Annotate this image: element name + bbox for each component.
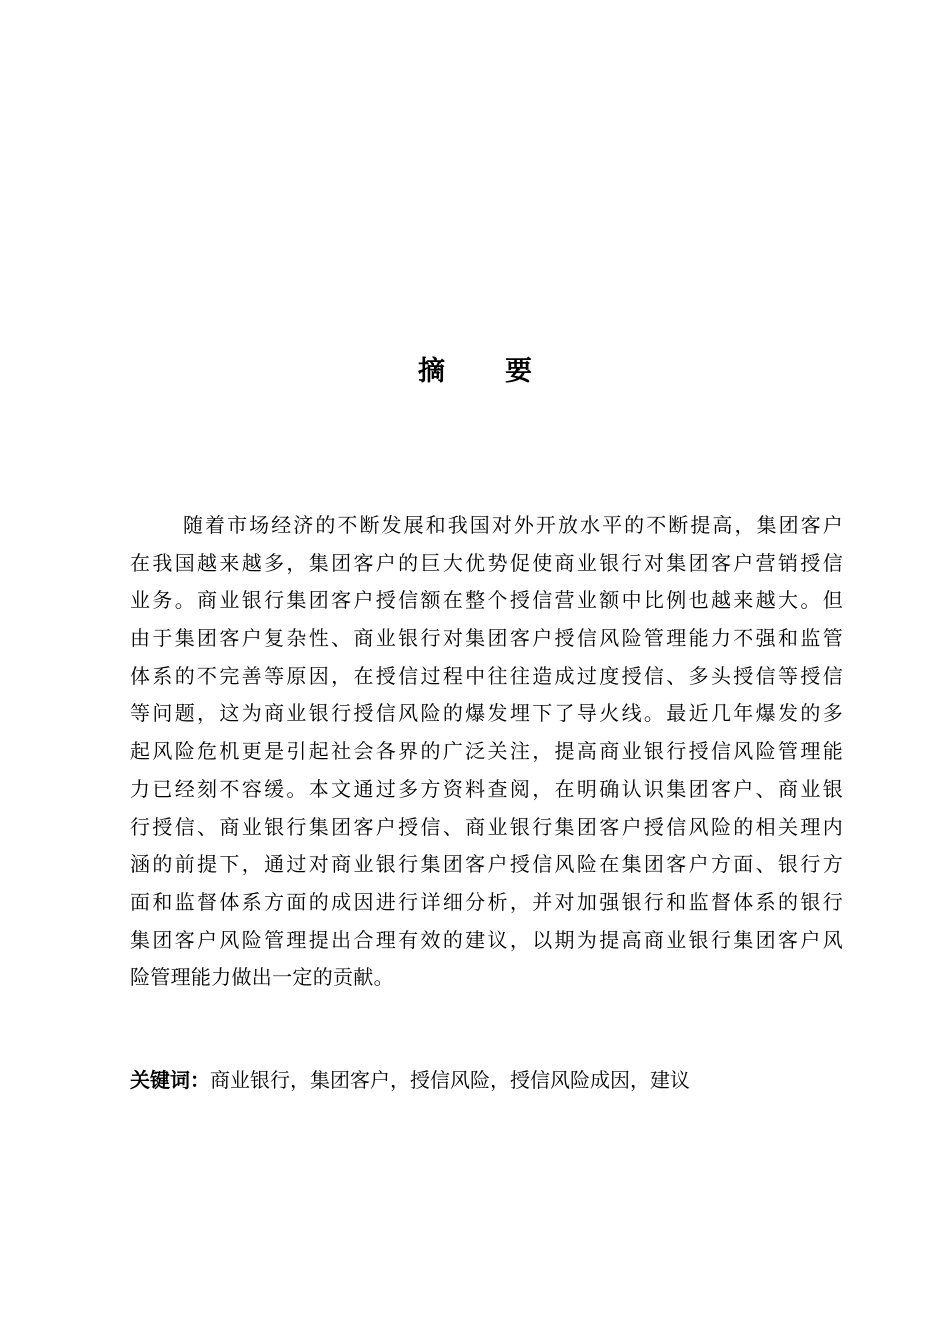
abstract-line: 在我国越来越多，集团客户的巨大优势促使商业银行对集团客户营销授信 xyxy=(130,550,843,575)
abstract-title-char-1: 摘 xyxy=(418,356,445,387)
abstract-line: 由于集团客户复杂性、商业银行对集团客户授信风险管理能力不强和监管 xyxy=(130,626,843,651)
abstract-line: 险管理能力做出一定的贡献。 xyxy=(130,965,394,990)
keywords-label: 关键词： xyxy=(130,1068,210,1092)
abstract-title xyxy=(0,352,950,392)
abstract-line: 集团客户风险管理提出合理有效的建议，以期为提高商业银行集团客户风 xyxy=(130,927,843,952)
abstract-line: 行授信、商业银行集团客户授信、商业银行集团客户授信风险的相关理内 xyxy=(130,814,843,839)
abstract-line: 体系的不完善等原因，在授信过程中往往造成过度授信、多头授信等授信 xyxy=(130,663,843,688)
abstract-line: 随着市场经济的不断发展和我国对外开放水平的不断提高，集团客户 xyxy=(183,513,843,537)
abstract-line: 力已经刻不容缓。本文通过多方资料查阅，在明确认识集团客户、商业银 xyxy=(130,776,843,801)
keywords-row xyxy=(130,1062,690,1099)
abstract-line: 等问题，这为商业银行授信风险的爆发埋下了导火线。最近几年爆发的多 xyxy=(130,701,843,726)
abstract-line: 业务。商业银行集团客户授信额在整个授信营业额中比例也越来越大。但 xyxy=(130,588,843,613)
abstract-line: 起风险危机更是引起社会各界的广泛关注，提高商业银行授信风险管理能 xyxy=(130,739,843,764)
abstract-body xyxy=(130,507,843,997)
abstract-line: 面和监督体系方面的成因进行详细分析，并对加强银行和监督体系的银行 xyxy=(130,889,843,914)
keywords-text: 商业银行，集团客户，授信风险，授信风险成因，建议 xyxy=(210,1068,690,1092)
abstract-title-char-2: 要 xyxy=(505,356,532,387)
abstract-line: 涵的前提下，通过对商业银行集团客户授信风险在集团客户方面、银行方 xyxy=(130,852,843,877)
